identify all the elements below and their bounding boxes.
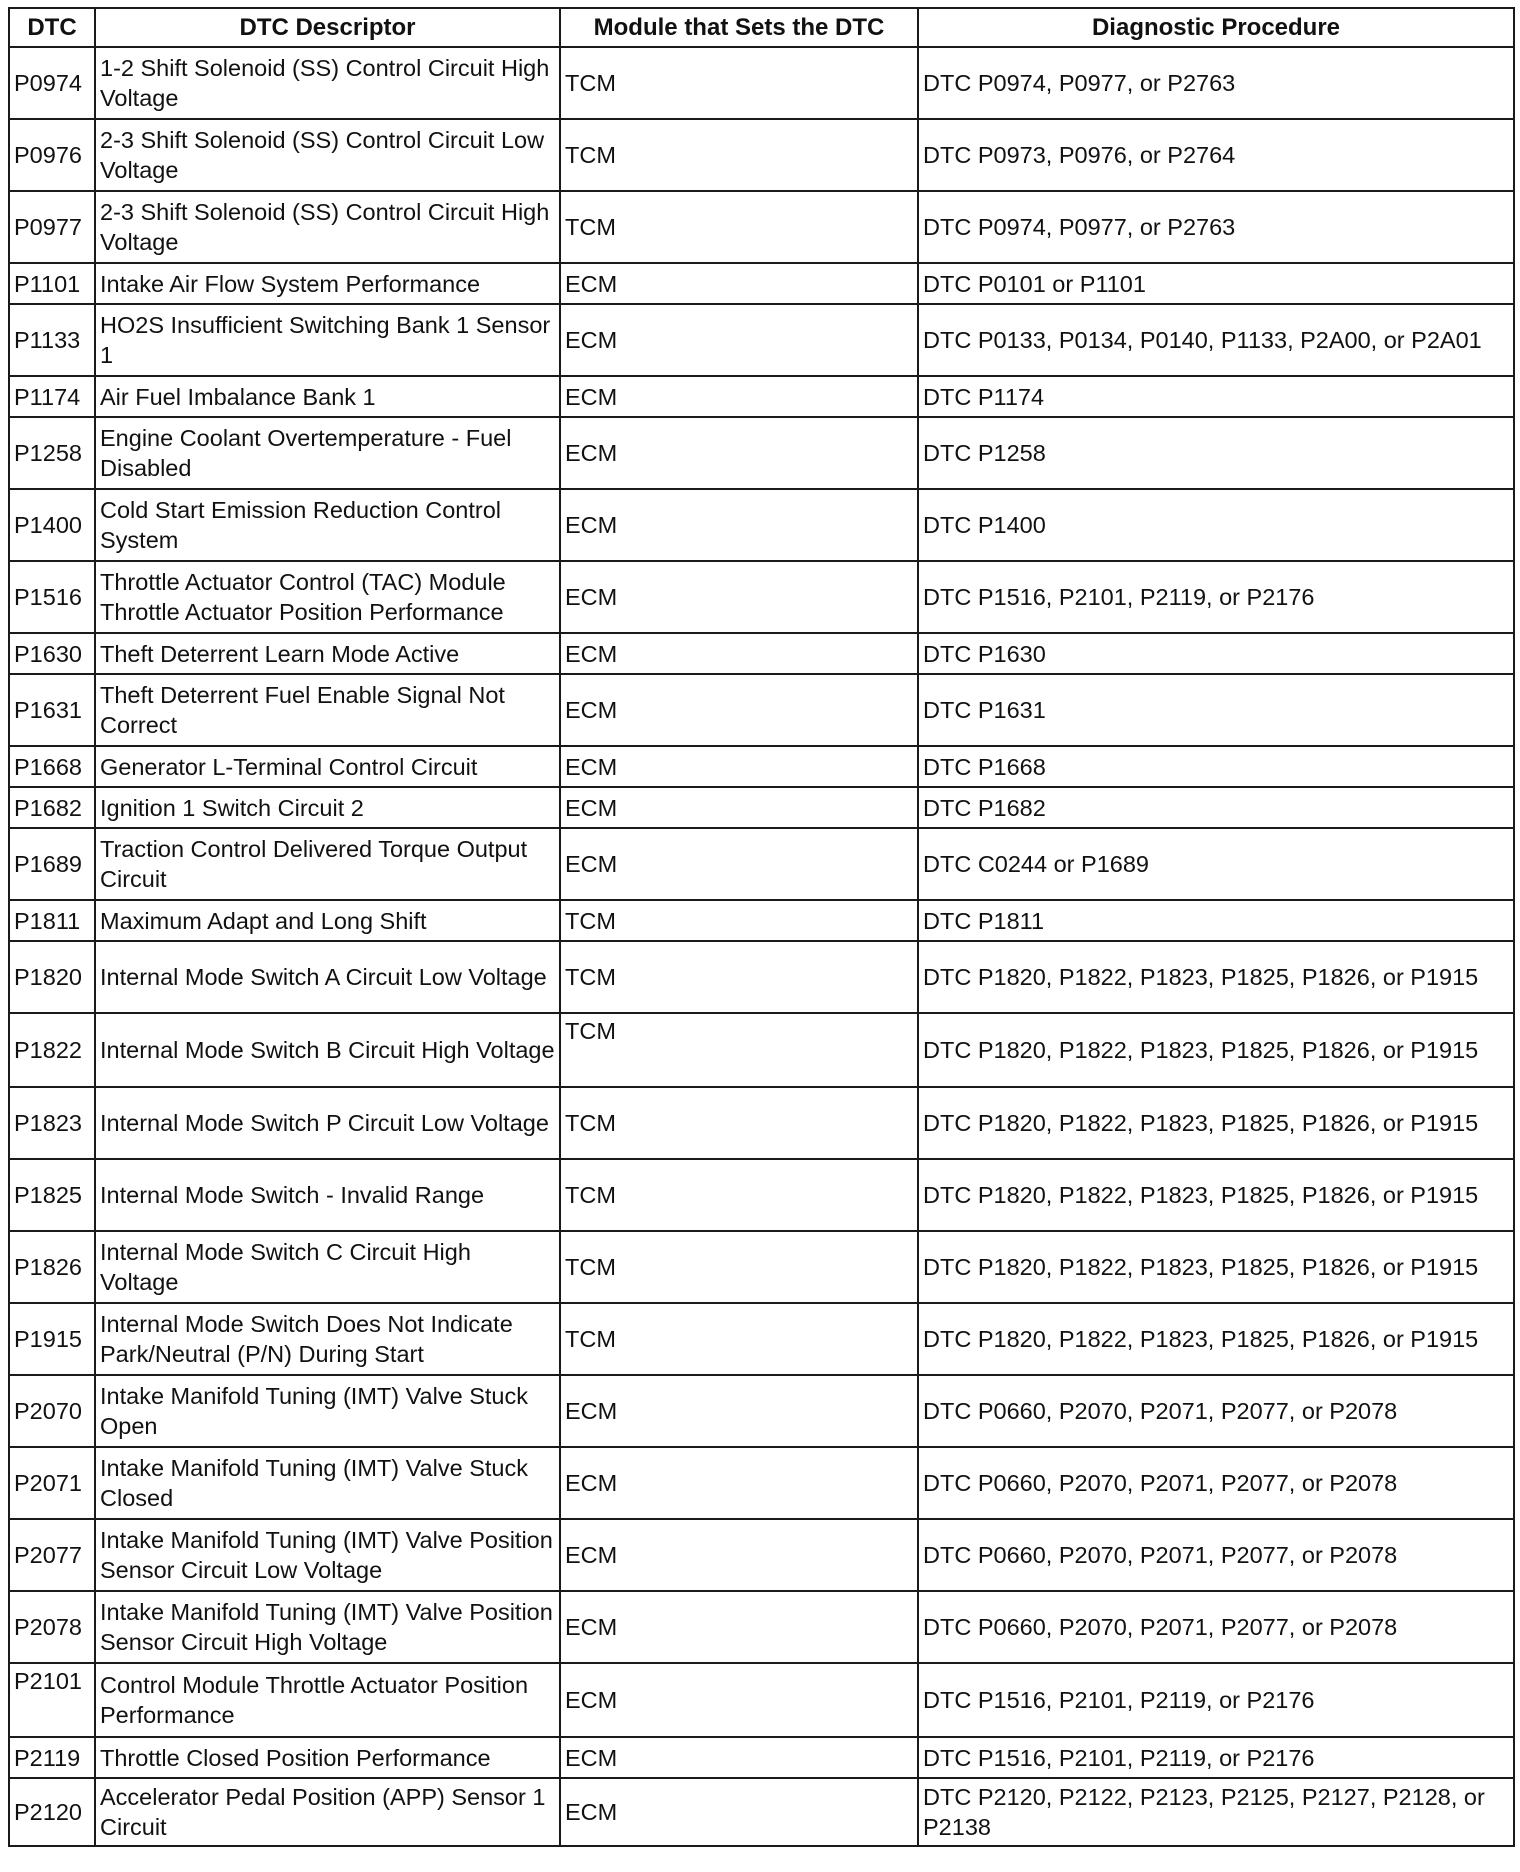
cell-descriptor: Maximum Adapt and Long Shift [95,900,560,941]
cell-descriptor: 2-3 Shift Solenoid (SS) Control Circuit Low Voltage [95,119,560,191]
cell-procedure: DTC P1820, P1822, P1823, P1825, P1826, or P1915 [918,1303,1514,1375]
cell-dtc: P1820 [9,941,95,1013]
cell-module: TCM [560,1087,918,1159]
cell-dtc: P1822 [9,1013,95,1087]
table-row [9,417,1514,489]
table-row [9,191,1514,263]
cell-dtc: P0976 [9,119,95,191]
cell-dtc: P2078 [9,1591,95,1663]
cell-module: TCM [560,47,918,119]
cell-dtc: P2101 [9,1663,95,1737]
cell-descriptor: 1-2 Shift Solenoid (SS) Control Circuit High Voltage [95,47,560,119]
cell-procedure: DTC P1516, P2101, P2119, or P2176 [918,1663,1514,1737]
table-row [9,263,1514,304]
table-row [9,489,1514,561]
cell-module: ECM [560,787,918,828]
cell-dtc: P1682 [9,787,95,828]
cell-descriptor: Throttle Closed Position Performance [95,1737,560,1778]
cell-module: TCM [560,191,918,263]
cell-module: ECM [560,1519,918,1591]
cell-dtc: P1133 [9,304,95,376]
cell-dtc: P1825 [9,1159,95,1231]
header-dtc-descriptor: DTC Descriptor [95,8,560,47]
table-row [9,746,1514,787]
table-row [9,304,1514,376]
table-row [9,47,1514,119]
cell-procedure: DTC P1516, P2101, P2119, or P2176 [918,561,1514,633]
cell-descriptor: Control Module Throttle Actuator Position Performance [95,1663,560,1737]
cell-procedure: DTC P0101 or P1101 [918,263,1514,304]
cell-module: TCM [560,1303,918,1375]
table-header-row [9,8,1514,47]
cell-module: ECM [560,1663,918,1737]
cell-procedure: DTC P1820, P1822, P1823, P1825, P1826, or P1915 [918,1159,1514,1231]
cell-dtc: P2071 [9,1447,95,1519]
cell-module: TCM [560,119,918,191]
cell-dtc: P0977 [9,191,95,263]
cell-module: ECM [560,376,918,417]
cell-descriptor: Intake Manifold Tuning (IMT) Valve Stuck Closed [95,1447,560,1519]
cell-procedure: DTC P2120, P2122, P2123, P2125, P2127, P2128, or P2138 [918,1778,1514,1846]
cell-procedure: DTC P1820, P1822, P1823, P1825, P1826, or P1915 [918,1087,1514,1159]
cell-module: ECM [560,1375,918,1447]
cell-descriptor: Internal Mode Switch B Circuit High Voltage [95,1013,560,1087]
table-row [9,1778,1514,1846]
cell-procedure: DTC P1820, P1822, P1823, P1825, P1826, or P1915 [918,1231,1514,1303]
cell-dtc: P1630 [9,633,95,674]
cell-procedure: DTC P1516, P2101, P2119, or P2176 [918,1737,1514,1778]
table-row [9,1231,1514,1303]
cell-module: ECM [560,304,918,376]
cell-dtc: P1258 [9,417,95,489]
cell-descriptor: Internal Mode Switch Does Not Indicate Park/Neutral (P/N) During Start [95,1303,560,1375]
cell-descriptor: Intake Air Flow System Performance [95,263,560,304]
cell-module: TCM [560,941,918,1013]
cell-module: ECM [560,674,918,746]
table-row [9,1303,1514,1375]
table-row [9,674,1514,746]
cell-module: ECM [560,633,918,674]
cell-procedure: DTC P1174 [918,376,1514,417]
cell-procedure: DTC P0133, P0134, P0140, P1133, P2A00, or P2A01 [918,304,1514,376]
cell-descriptor: Theft Deterrent Learn Mode Active [95,633,560,674]
header-diagnostic-procedure: Diagnostic Procedure [918,8,1514,47]
table-row [9,1375,1514,1447]
cell-procedure: DTC P1820, P1822, P1823, P1825, P1826, or P1915 [918,1013,1514,1087]
cell-procedure: DTC P1811 [918,900,1514,941]
cell-descriptor: Internal Mode Switch C Circuit High Voltage [95,1231,560,1303]
table-row [9,941,1514,1013]
table-row [9,1591,1514,1663]
cell-module: ECM [560,489,918,561]
cell-descriptor: Intake Manifold Tuning (IMT) Valve Position Sensor Circuit Low Voltage [95,1519,560,1591]
table-row [9,828,1514,900]
cell-procedure: DTC P1630 [918,633,1514,674]
cell-descriptor: Accelerator Pedal Position (APP) Sensor 1 Circuit [95,1778,560,1846]
cell-module: ECM [560,828,918,900]
cell-dtc: P2119 [9,1737,95,1778]
table-row [9,376,1514,417]
cell-procedure: DTC P0660, P2070, P2071, P2077, or P2078 [918,1447,1514,1519]
dtc-table [8,7,1515,1847]
cell-descriptor: Generator L-Terminal Control Circuit [95,746,560,787]
cell-descriptor: Traction Control Delivered Torque Output Circuit [95,828,560,900]
cell-descriptor: Internal Mode Switch A Circuit Low Voltage [95,941,560,1013]
cell-procedure: DTC P1682 [918,787,1514,828]
cell-procedure: DTC P0974, P0977, or P2763 [918,47,1514,119]
cell-descriptor: Cold Start Emission Reduction Control System [95,489,560,561]
cell-descriptor: HO2S Insufficient Switching Bank 1 Sensor 1 [95,304,560,376]
cell-procedure: DTC P0660, P2070, P2071, P2077, or P2078 [918,1591,1514,1663]
cell-descriptor: Ignition 1 Switch Circuit 2 [95,787,560,828]
cell-dtc: P2077 [9,1519,95,1591]
cell-descriptor: Internal Mode Switch - Invalid Range [95,1159,560,1231]
cell-module: TCM [560,1159,918,1231]
cell-dtc: P1101 [9,263,95,304]
cell-dtc: P2120 [9,1778,95,1846]
cell-module: ECM [560,1737,918,1778]
table-row [9,787,1514,828]
cell-module: TCM [560,1231,918,1303]
cell-procedure: DTC P0660, P2070, P2071, P2077, or P2078 [918,1375,1514,1447]
cell-descriptor: Intake Manifold Tuning (IMT) Valve Position Sensor Circuit High Voltage [95,1591,560,1663]
header-dtc: DTC [9,8,95,47]
cell-module: ECM [560,417,918,489]
cell-descriptor: Throttle Actuator Control (TAC) Module Throttle Actuator Position Performance [95,561,560,633]
cell-dtc: P1174 [9,376,95,417]
cell-dtc: P1689 [9,828,95,900]
cell-descriptor: Internal Mode Switch P Circuit Low Voltage [95,1087,560,1159]
cell-module: ECM [560,263,918,304]
cell-dtc: P1823 [9,1087,95,1159]
cell-dtc: P0974 [9,47,95,119]
cell-procedure: DTC P1400 [918,489,1514,561]
cell-dtc: P2070 [9,1375,95,1447]
cell-descriptor: Intake Manifold Tuning (IMT) Valve Stuck Open [95,1375,560,1447]
cell-module: ECM [560,1447,918,1519]
table-row [9,900,1514,941]
table-row [9,119,1514,191]
cell-module: ECM [560,1778,918,1846]
cell-module: ECM [560,561,918,633]
table-row [9,561,1514,633]
cell-dtc: P1811 [9,900,95,941]
cell-descriptor: Engine Coolant Overtemperature - Fuel Disabled [95,417,560,489]
cell-module: ECM [560,1591,918,1663]
cell-dtc: P1915 [9,1303,95,1375]
cell-dtc: P1631 [9,674,95,746]
cell-module: TCM [560,1013,918,1087]
table-row [9,1087,1514,1159]
cell-descriptor: 2-3 Shift Solenoid (SS) Control Circuit High Voltage [95,191,560,263]
cell-procedure: DTC P1820, P1822, P1823, P1825, P1826, or P1915 [918,941,1514,1013]
table-row [9,1737,1514,1778]
cell-procedure: DTC P1631 [918,674,1514,746]
table-row [9,1519,1514,1591]
cell-dtc: P1516 [9,561,95,633]
cell-descriptor: Theft Deterrent Fuel Enable Signal Not Correct [95,674,560,746]
cell-procedure: DTC P0973, P0976, or P2764 [918,119,1514,191]
cell-procedure: DTC P1668 [918,746,1514,787]
cell-dtc: P1668 [9,746,95,787]
table-body [9,47,1514,1846]
cell-procedure: DTC C0244 or P1689 [918,828,1514,900]
table-row [9,1663,1514,1737]
cell-dtc: P1400 [9,489,95,561]
table-row [9,1447,1514,1519]
cell-descriptor: Air Fuel Imbalance Bank 1 [95,376,560,417]
header-module: Module that Sets the DTC [560,8,918,47]
cell-procedure: DTC P1258 [918,417,1514,489]
cell-procedure: DTC P0974, P0977, or P2763 [918,191,1514,263]
table-row [9,633,1514,674]
table-row [9,1159,1514,1231]
cell-procedure: DTC P0660, P2070, P2071, P2077, or P2078 [918,1519,1514,1591]
table-row [9,1013,1514,1087]
cell-module: TCM [560,900,918,941]
cell-module: ECM [560,746,918,787]
cell-dtc: P1826 [9,1231,95,1303]
